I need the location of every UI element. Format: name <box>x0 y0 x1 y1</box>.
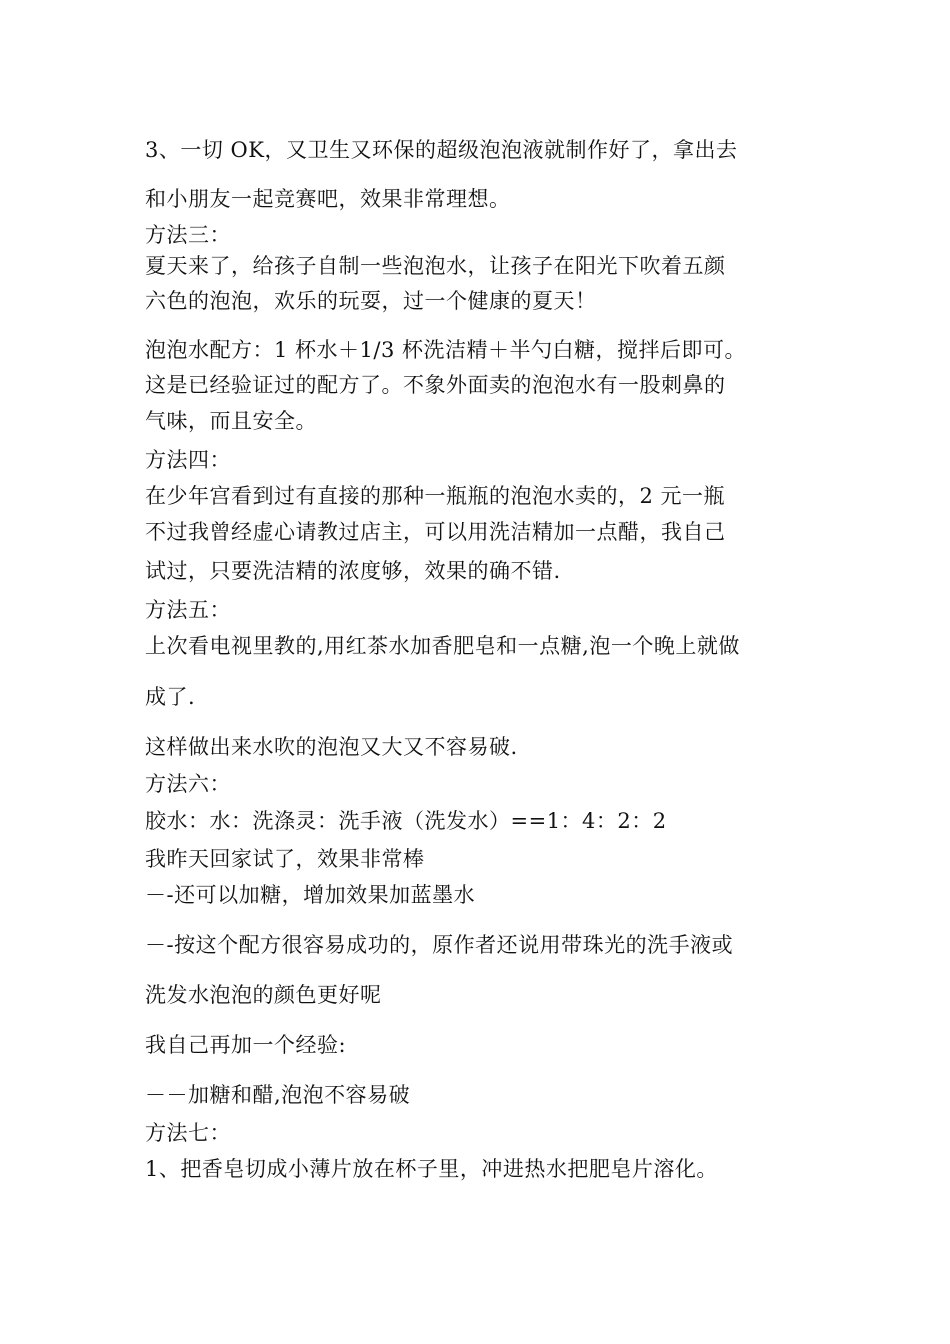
text-line: 我自己再加一个经验: <box>145 1033 347 1057</box>
text-line: 上次看电视里教的,用红茶水加香肥皂和一点糖,泡一个晚上就做 <box>145 634 740 658</box>
text-line: －-还可以加糖，增加效果加蓝墨水 <box>145 883 476 907</box>
text-line: 我昨天回家试了，效果非常棒 <box>145 847 425 871</box>
text-line: 3、一切 OK，又卫生又环保的超级泡泡液就制作好了，拿出去 <box>145 138 738 162</box>
text-line: 和小朋友一起竞赛吧，效果非常理想。 <box>145 187 511 211</box>
section-heading: 方法七： <box>145 1121 231 1145</box>
text-line: 1、把香皂切成小薄片放在杯子里，冲进热水把肥皂片溶化。 <box>145 1157 718 1181</box>
text-line: 胶水：水：洗涤灵：洗手液（洗发水）==1：4：2：2 <box>145 809 667 833</box>
section-heading: 方法三： <box>145 223 231 247</box>
text-line: －－加糖和醋,泡泡不容易破 <box>145 1083 411 1107</box>
text-line: 洗发水泡泡的颜色更好呢 <box>145 983 382 1007</box>
text-line: 这是已经验证过的配方了。不象外面卖的泡泡水有一股刺鼻的 <box>145 373 726 397</box>
section-heading: 方法六： <box>145 772 231 796</box>
text-line: 夏天来了，给孩子自制一些泡泡水，让孩子在阳光下吹着五颜 <box>145 254 726 278</box>
text-line: 不过我曾经虚心请教过店主，可以用洗洁精加一点醋，我自己 <box>145 520 726 544</box>
section-heading: 方法四： <box>145 448 231 472</box>
text-line: 在少年宫看到过有直接的那种一瓶瓶的泡泡水卖的，2 元一瓶 <box>145 484 726 508</box>
text-line: 这样做出来水吹的泡泡又大又不容易破. <box>145 735 518 759</box>
text-line: 成了. <box>145 685 196 709</box>
section-heading: 方法五： <box>145 598 231 622</box>
text-line: 泡泡水配方：1 杯水＋1/3 杯洗洁精＋半勺白糖，搅拌后即可。 <box>145 338 747 362</box>
text-line: －-按这个配方很容易成功的，原作者还说用带珠光的洗手液或 <box>145 933 734 957</box>
text-line: 气味，而且安全。 <box>145 409 317 433</box>
text-line: 试过，只要洗洁精的浓度够，效果的确不错. <box>145 559 561 583</box>
text-line: 六色的泡泡，欢乐的玩耍，过一个健康的夏天！ <box>145 289 597 313</box>
